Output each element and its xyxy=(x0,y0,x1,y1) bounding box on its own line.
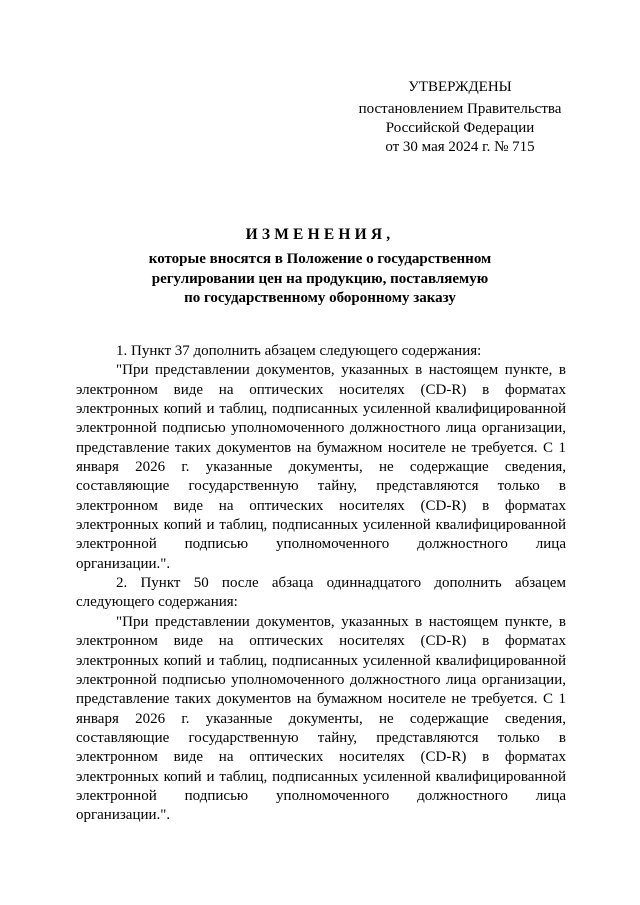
subtitle-line: регулировании цен на продукцию, поставляемую xyxy=(151,270,489,287)
document-title: ИЗМЕНЕНИЯ, xyxy=(245,226,395,243)
subtitle-line: по государственному оборонному заказу xyxy=(184,290,456,306)
paragraph-item-1: 1. Пункт 37 дополнить абзацем следующего содержания: xyxy=(116,343,482,359)
paragraph-quote-2: "При представлении документов, указанных в настоящем пункте, в электронном виде на оптических носителях (CD-R) в форматах электронных копий и таблиц, подписанных усиленной квалифицированной электронной подписью уполномоченного должностного лица организации, представление таких документов на бумажном носителе не требуется. С 1 января 2026 г. указанные документы, не содержащие сведения, составляющие государственную тайну, представляются только в электронном виде на оптических носителях (CD-R) в форматах электронных копий и таблиц, подписанных усиленной квалифицированной электронной подписью уполномоченного должностного лица организации.". xyxy=(76,613,566,824)
document-body xyxy=(76,342,566,826)
approval-line: постановлением Правительства xyxy=(358,101,562,117)
approval-heading: УТВЕРЖДЕНЫ xyxy=(408,79,512,95)
subtitle-line: которые вносятся в Положение о государственном xyxy=(148,251,492,267)
paragraph-quote-1: "При представлении документов, указанных в настоящем пункте, в электронном виде на оптических носителях (CD-R) в форматах электронных копий и таблиц, подписанных усиленной квалифицированной электронной подписью уполномоченного должностного лица организации, представление таких документов на бумажном носителе не требуется. С 1 января 2026 г. указанные документы, не содержащие сведения, составляющие государственную тайну, представляются только в электронном виде на оптических носителях (CD-R) в форматах электронных копий и таблиц, подписанных усиленной квалифицированной электронной подписью уполномоченного должностного лица организации.". xyxy=(76,362,566,572)
approval-stamp xyxy=(340,78,580,157)
approval-line: Российской Федерации xyxy=(385,120,535,136)
paragraph-item-2: 2. Пункт 50 после абзаца одиннадцатого дополнить абзацем следующего содержания: xyxy=(76,575,566,611)
approval-line: от 30 мая 2024 г. № 715 xyxy=(385,139,535,155)
document-subtitle xyxy=(120,250,520,309)
